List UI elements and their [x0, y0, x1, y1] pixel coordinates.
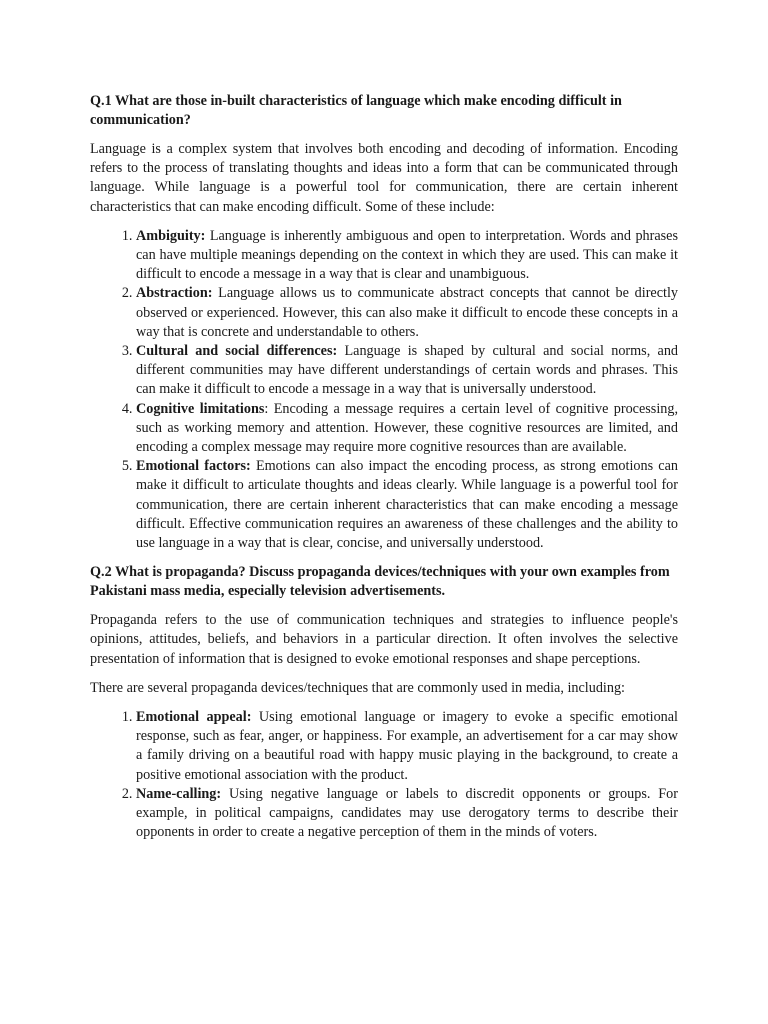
list-item [136, 400, 678, 458]
list-item [136, 708, 678, 785]
list-item-text: Language is inherently ambiguous and open to interpretation. Words and phrases can have multiple meanings depending on the context in which they are used. This can make it difficult to encode a message in a way that is clear and unambiguous. [136, 227, 678, 283]
list-item-text: : Encoding a message requires a certain level of cognitive processing, such as working memory and attention. However, these cognitive resources are limited, and encoding a complex message may require more cognitive resources than are available. [136, 400, 678, 456]
q1-intro-paragraph: Language is a complex system that involves both encoding and decoding of information. Encoding refers to the process of translating thoughts and ideas into a form that can be communicated through language. While language is a powerful tool for communication, there are certain inherent characteristics that can make encoding difficult. Some of these include: [90, 141, 678, 215]
document-page [90, 92, 678, 853]
list-item-term: Name-calling: [136, 785, 222, 802]
list-item-text: Emotions can also impact the encoding process, as strong emotions can make it difficult to articulate thoughts and ideas clearly. While language is a powerful tool for communication, there are certain inherent characteristics that can make encoding a message difficult. Effective communication requires an awareness of these challenges and the ability to use language in a way that is clear, concise, and universally understood. [136, 458, 678, 552]
list-item [136, 284, 678, 342]
list-item-term: Ambiguity: [136, 227, 206, 244]
list-item-text: Language is shaped by cultural and social norms, and different communities may have different understandings of certain words and phrases. This can make it difficult to encode a message in a way that is universally understood. [136, 343, 679, 398]
list-item-term: Emotional factors: [136, 458, 251, 475]
list-item-term: Cultural and social differences: [136, 343, 338, 360]
list-item [136, 457, 678, 553]
list-item [136, 785, 678, 843]
question-2-heading: Q.2 What is propaganda? Discuss propaganda devices/techniques with your own examples from Pakistani mass media, especially television advertisements. [90, 564, 670, 600]
q1-characteristics-list [90, 227, 678, 553]
list-item-term: Cognitive limitations [136, 400, 265, 417]
list-item-text: Language allows us to communicate abstract concepts that cannot be directly observed or experienced. However, this can also make it difficult to encode these concepts in a way that is concrete and understandable to others. [136, 285, 678, 340]
list-item-text: Using emotional language or imagery to evoke a specific emotional response, such as fear, anger, or happiness. For example, an advertisement for a car may show a family driving on a beautiful road with happy music playing in the background, to create a positive emotional association with the product. [136, 709, 678, 783]
question-2-section [90, 563, 678, 842]
list-item-text: Using negative language or labels to discredit opponents or groups. For example, in political campaigns, candidates may use derogatory terms to describe their opponents in order to create a negative perception of them in the minds of voters. [136, 785, 678, 841]
list-item [136, 227, 678, 285]
q2-techniques-list [90, 708, 678, 842]
list-item-term: Emotional appeal: [136, 709, 252, 726]
q2-intro-paragraph: There are several propaganda devices/techniques that are commonly used in media, including: [90, 679, 625, 696]
list-item-term: Abstraction: [136, 285, 213, 302]
list-item [136, 342, 678, 400]
q2-definition-paragraph: Propaganda refers to the use of communication techniques and strategies to influence people's opinions, attitudes, beliefs, and behaviors in a particular direction. It often involves the selective presentation of information that is designed to evoke emotional responses and shape perceptions. [90, 612, 678, 667]
question-1-heading: Q.1 What are those in-built characteristics of language which make encoding difficult in communication? [90, 93, 622, 128]
